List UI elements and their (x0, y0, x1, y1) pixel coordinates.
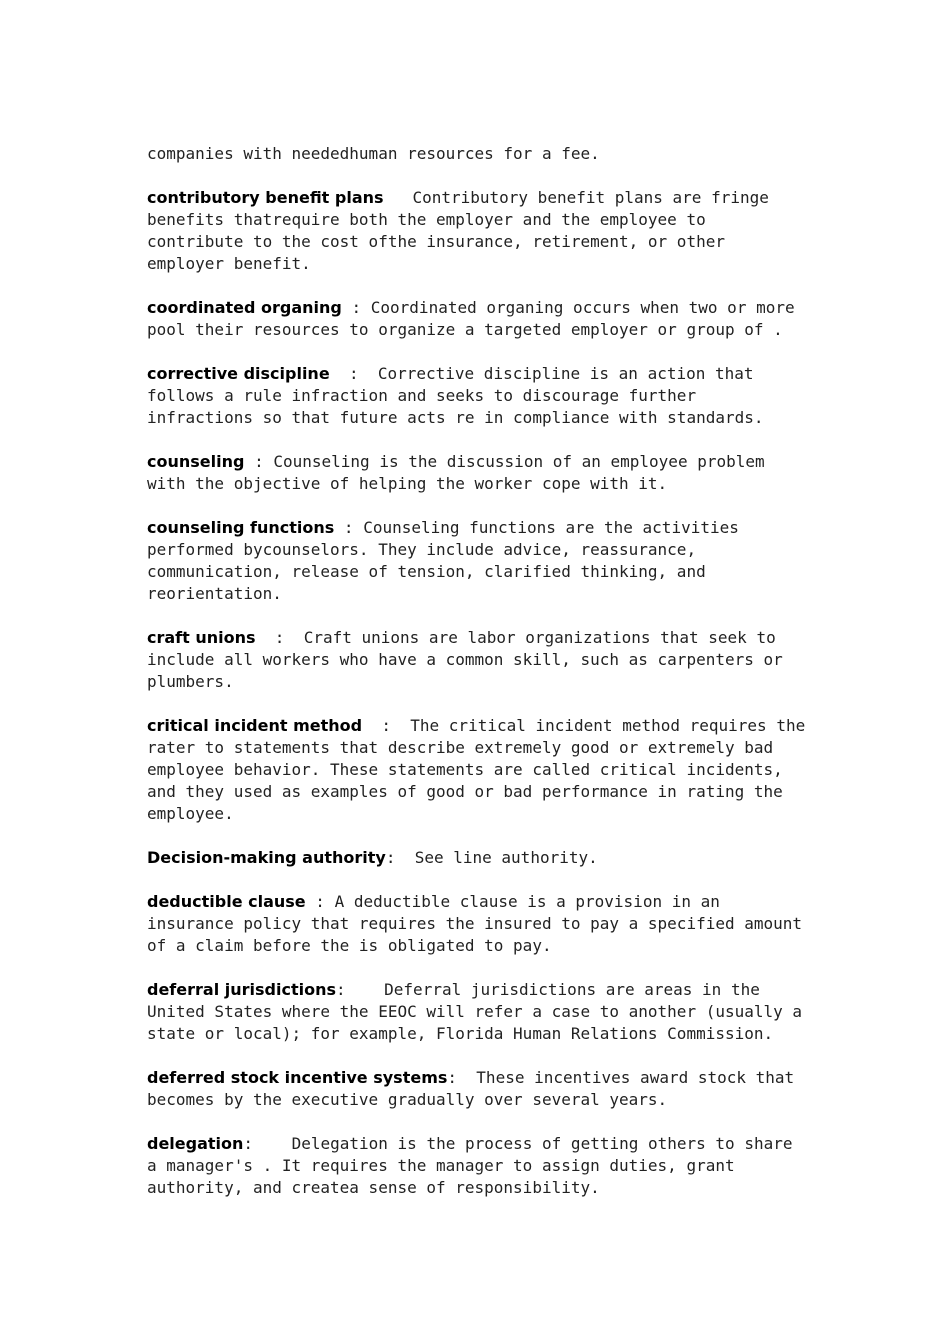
term-separator: : (341, 298, 371, 317)
glossary-entry (147, 517, 807, 605)
intro-paragraph (147, 143, 807, 165)
glossary-definition: See line authority. (414, 848, 598, 867)
glossary-entry (147, 187, 807, 275)
glossary-term: deferral jurisdictions (147, 980, 336, 999)
glossary-entry (147, 891, 812, 957)
glossary-term: counseling functions (147, 518, 335, 537)
glossary-term: delegation (147, 1134, 244, 1153)
glossary-definition: Craft unions are labor organizations that seek to include all workers who have a common skill, such as carpenters or plumbers. (147, 628, 793, 691)
term-separator: : (329, 364, 378, 383)
glossary-definition: A deductible clause is a provision in an insurance policy that requires the insured to pay a specified amount of a claim before the is obligated to pay. (147, 892, 812, 955)
glossary-definition: These incentives award stock that becomes by the executive gradually over several years. (147, 1068, 804, 1109)
term-separator: : (255, 628, 304, 647)
glossary-entry (147, 979, 812, 1045)
glossary-term: contributory benefit plans (147, 188, 384, 207)
glossary-term: counseling (147, 452, 245, 471)
glossary-term: critical incident method (147, 716, 363, 735)
term-separator: : (243, 1134, 292, 1153)
intro-text: companies with neededhuman resources for a fee. (147, 144, 600, 163)
glossary-term: corrective discipline (147, 364, 330, 383)
glossary-definition: The critical incident method requires the rater to statements that describe extremely good or extremely bad employee behavior. These statements are called critical incidents, and they used as examples of good or bad performance in rating the employee. (147, 716, 815, 823)
glossary-entry (147, 847, 807, 869)
document-page (147, 143, 815, 1221)
glossary-definition: Deferral jurisdictions are areas in the United States where the EEOC will refer a case to another (usually a state or local); for example, Florida Human Relations Commission. (147, 980, 812, 1043)
glossary-entry (147, 1133, 807, 1199)
term-separator: : (334, 518, 364, 537)
glossary-entry (147, 363, 807, 429)
term-separator: : (362, 716, 411, 735)
term-separator: : (335, 980, 385, 999)
glossary-entry (147, 1067, 807, 1111)
glossary-entry (147, 627, 807, 693)
glossary-definition: Delegation is the process of getting others to share a manager's . It requires the manager to assign duties, grant authority, and createa sense of responsibility. (147, 1134, 803, 1197)
glossary-term: deductible clause (147, 892, 306, 911)
glossary-definition: Contributory benefit plans are fringe benefits thatrequire both the employer and the employee to contribute to the cost ofthe insurance, retirement, or other employer benefit. (147, 188, 779, 273)
glossary-term: Decision-making authority (147, 848, 386, 867)
glossary-term: craft unions (147, 628, 256, 647)
glossary-term: coordinated organing (147, 298, 342, 317)
term-separator (384, 188, 413, 207)
glossary-entry (147, 297, 807, 341)
glossary-entry (147, 451, 807, 495)
glossary-definition: Counseling is the discussion of an employee problem with the objective of helping the worker cope with it. (147, 452, 775, 493)
glossary-term: deferred stock incentive systems (147, 1068, 448, 1087)
glossary-definition: Coordinated organing occurs when two or more pool their resources to organize a targeted employer or group of . (147, 298, 805, 339)
term-separator: : (385, 848, 415, 867)
glossary-definition: Counseling functions are the activities performed bycounselors. They include advice, reassurance, communication, release of tension, clarified thinking, and reorientation. (147, 518, 749, 603)
glossary-entry (147, 715, 815, 825)
term-separator: : (305, 892, 335, 911)
term-separator: : (447, 1068, 477, 1087)
term-separator: : (244, 452, 274, 471)
glossary-definition: Corrective discipline is an action that follows a rule infraction and seeks to discourage further infractions so that future acts re in compliance with standards. (147, 364, 764, 427)
